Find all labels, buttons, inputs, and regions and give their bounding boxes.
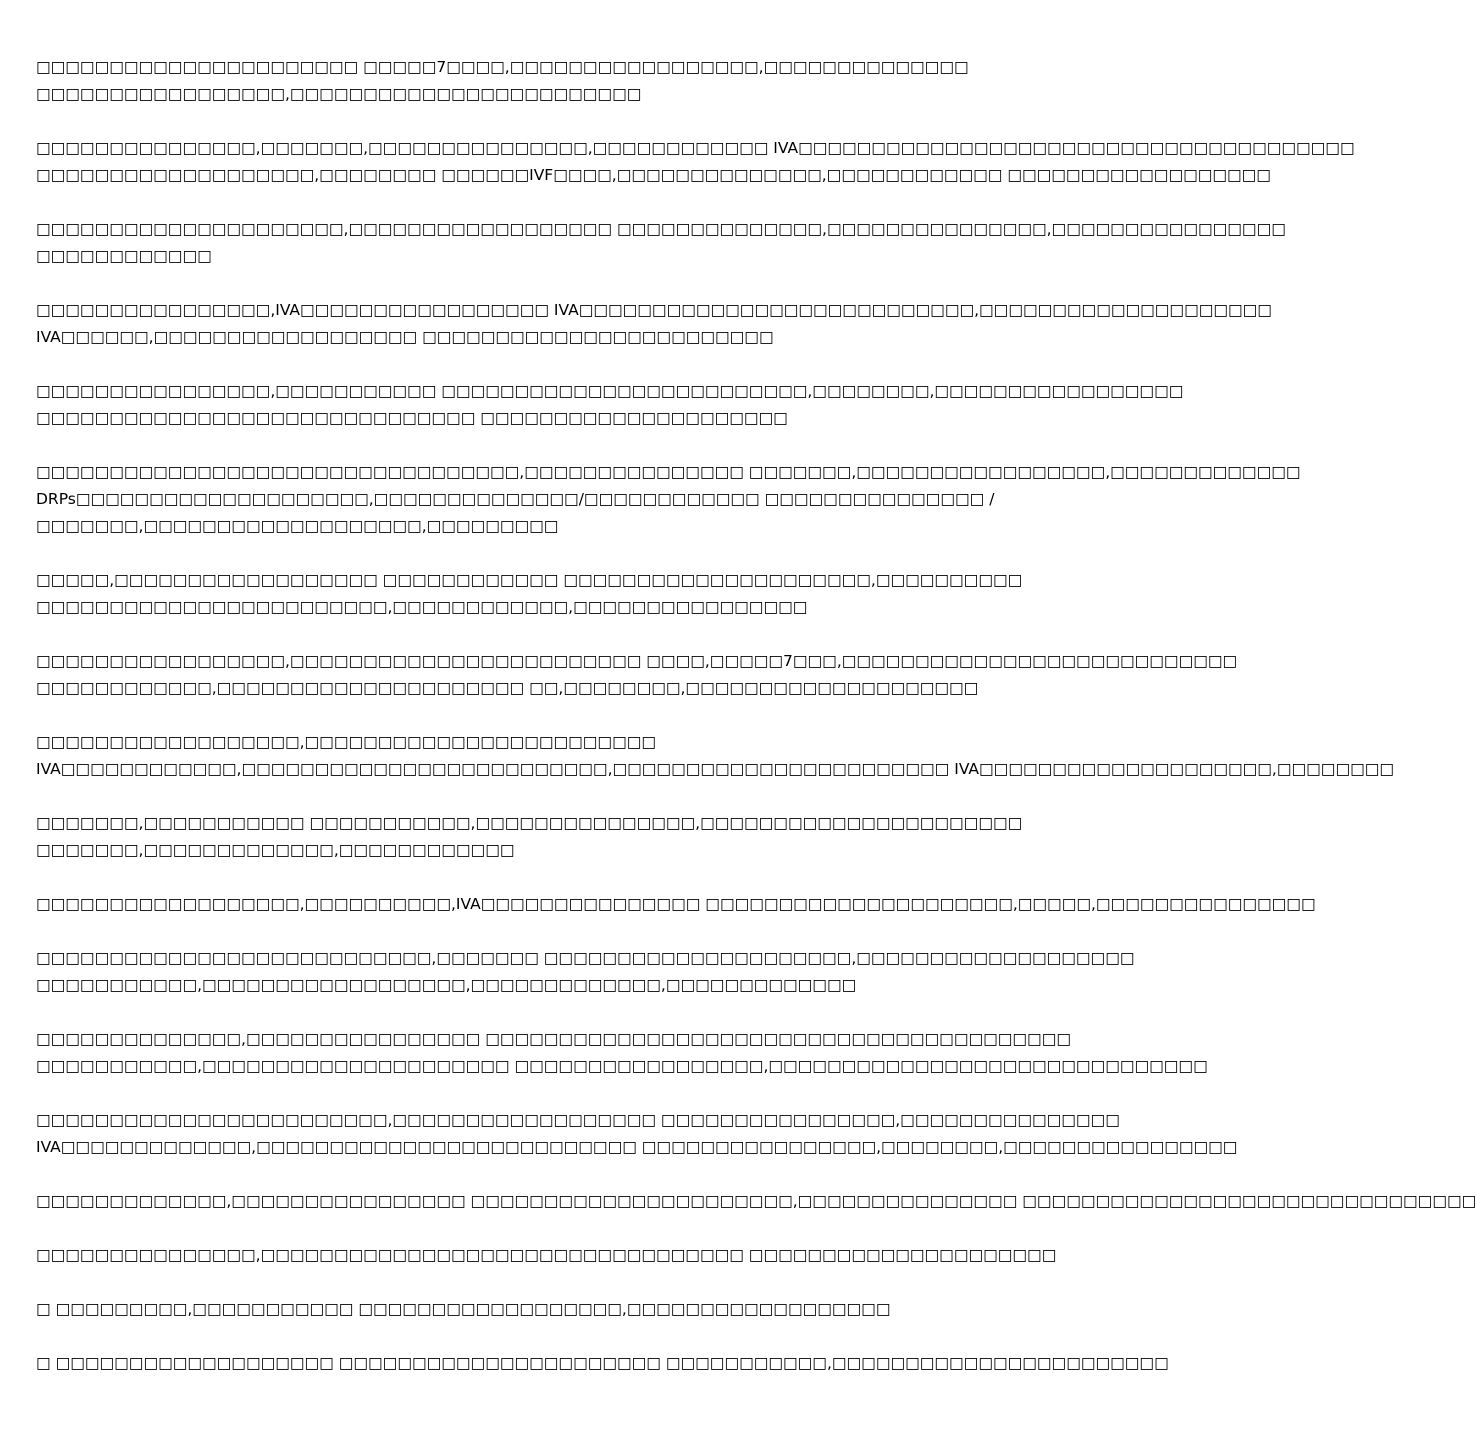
text-line: □□□□□□□□□□□□□□□□□□□□□□□□□□□,□□□□□□□ □□□□□□□□□□□□□□□□□□□□□,□□□□□□□□□□□□□□□□□□□ xyxy=(36,949,1135,967)
paragraph xyxy=(36,1107,1238,1161)
text-line: □□□□□□□□□□□□ xyxy=(36,247,212,265)
paragraph xyxy=(36,567,1023,621)
paragraph xyxy=(36,459,1301,540)
text-line: □□□□□□□□□□□□□□□,□□□□□□□□□□□□□□□□□□□□□□□□□□□□□□□□□ □□□□□□□□□□□□□□□□□□□□□ xyxy=(36,1246,1057,1264)
paragraph xyxy=(36,1242,1057,1269)
text-line: □□□□□□□,□□□□□□□□□□□□□□□□□□□,□□□□□□□□□ xyxy=(36,517,559,535)
text-line: □ □□□□□□□□□□□□□□□□□□□ □□□□□□□□□□□□□□□□□□□□□□ □□□□□□□□□□□,□□□□□□□□□□□□□□□□□□□□□□□ xyxy=(36,1354,1169,1372)
paragraph xyxy=(36,810,1023,864)
paragraph-gap xyxy=(36,1161,984,1188)
text-line: □□□□□□□□□□□□□□□□□□□□□□□□,□□□□□□□□□□□□□□□□□□ □□□□□□□□□□□□□□□□,□□□□□□□□□□□□□□□ xyxy=(36,1111,1120,1129)
paragraph-gap xyxy=(36,702,984,729)
paragraph xyxy=(36,648,1238,702)
text-line: IVA□□□□□□,□□□□□□□□□□□□□□□□□□ □□□□□□□□□□□□□□□□□□□□□□□□ xyxy=(36,328,774,346)
paragraph-gap xyxy=(36,189,984,216)
paragraph xyxy=(36,297,1272,351)
paragraph xyxy=(36,378,1184,432)
text-line: □□□□□□□□□□□□□□□□□□□□□□□□□□□□□□□□□,□□□□□□□□□□□□□□□ □□□□□□□,□□□□□□□□□□□□□□□□□,□□□□□□□□□□□□□ xyxy=(36,463,1301,481)
text-line: □□□□□□□□□□□□□□□□,IVA□□□□□□□□□□□□□□□□□ IVA□□□□□□□□□□□□□□□□□□□□□□□□□□□,□□□□□□□□□□□□□□□□□□□□ xyxy=(36,301,1272,319)
paragraph-gap xyxy=(36,351,984,378)
paragraph xyxy=(36,1188,1476,1215)
text-line: □□□□□□□□□□□□□□□□□□□□□□ □□□□□7□□□□,□□□□□□□□□□□□□□□□□,□□□□□□□□□□□□□□ xyxy=(36,58,969,76)
text-line: □□□□□□□□□□□□□□□□□□□,□□□□□□□□ □□□□□□IVF□□□□,□□□□□□□□□□□□□□,□□□□□□□□□□□□ □□□□□□□□□□□□□□□□□□ xyxy=(36,166,1271,184)
text-line: IVA□□□□□□□□□□□□,□□□□□□□□□□□□□□□□□□□□□□□□□,□□□□□□□□□□□□□□□□□□□□□□□ IVA□□□□□□□□□□□□□□□□□□□□,□□□□□□□□ xyxy=(36,760,1395,778)
text-line: □□□□□□□□□□□□□,□□□□□□□□□□□□□□□□ □□□□□□□□□□□□□□□□□□□□□□,□□□□□□□□□□□□□□□ □□□□□□□□□□□□□□□□□□□□□□□□□□□□□□□ xyxy=(36,1192,1476,1210)
paragraph-gap xyxy=(36,540,984,567)
document-body xyxy=(36,54,1476,1377)
paragraph xyxy=(36,729,1395,783)
paragraph xyxy=(36,945,1135,999)
paragraph-gap xyxy=(36,1080,984,1107)
paragraph-gap xyxy=(36,864,984,891)
text-line: □□□□□□□□□□□□□□□□□,□□□□□□□□□□□□□□□□□□□□□□□□ □□□□,□□□□□7□□□,□□□□□□□□□□□□□□□□□□□□□□□□□□□ xyxy=(36,652,1238,670)
paragraph xyxy=(36,54,984,108)
text-line: □□□□□□□□□□□□□□□□□□□□□□□□□□□□□□ □□□□□□□□□□□□□□□□□□□□□ xyxy=(36,409,788,427)
text-line: □□□□□□□□□□□□□□□□□□,□□□□□□□□□□□□□□□□□□□□□□□□ xyxy=(36,733,657,751)
text-line: □□□□□□□□□□□□□□,□□□□□□□□□□□□□□□□ □□□□□□□□□□□□□□□□□□□□□□□□□□□□□□□□□□□□□□□□ xyxy=(36,1030,1071,1048)
paragraph-gap xyxy=(36,1215,984,1242)
text-line: □ □□□□□□□□□,□□□□□□□□□□□ □□□□□□□□□□□□□□□□□□,□□□□□□□□□□□□□□□□□□ xyxy=(36,1300,891,1318)
paragraph xyxy=(36,891,1316,918)
paragraph xyxy=(36,135,1355,189)
text-line: □□□□□□□□□□□□□□□□□□,□□□□□□□□□□,IVA□□□□□□□□□□□□□□□ □□□□□□□□□□□□□□□□□□□□□,□□□□□,□□□□□□□□□□□□□□□ xyxy=(36,895,1316,913)
paragraph-gap xyxy=(36,999,984,1026)
text-line: IVA□□□□□□□□□□□□□,□□□□□□□□□□□□□□□□□□□□□□□□□□ □□□□□□□□□□□□□□□□,□□□□□□□□,□□□□□□□□□□□□□□□□ xyxy=(36,1138,1238,1156)
text-line: DRPs□□□□□□□□□□□□□□□□□□□□,□□□□□□□□□□□□□□/□□□□□□□□□□□□ □□□□□□□□□□□□□□□ / xyxy=(36,490,995,508)
text-line: □□□□□□□□□□□□□□□□□□□□□□□□,□□□□□□□□□□□□,□□□□□□□□□□□□□□□□ xyxy=(36,598,808,616)
text-line: □□□□□□□□□□□□,□□□□□□□□□□□□□□□□□□□□□ □□,□□□□□□□□,□□□□□□□□□□□□□□□□□□□□ xyxy=(36,679,979,697)
paragraph-gap xyxy=(36,1269,984,1296)
paragraph xyxy=(36,1350,1169,1377)
paragraph xyxy=(36,216,1286,270)
paragraph-gap xyxy=(36,270,984,297)
paragraph-gap xyxy=(36,432,984,459)
text-line: □□□□□□□□□□□□□□□□□,□□□□□□□□□□□□□□□□□□□□□□□□ xyxy=(36,85,642,103)
text-line: □□□□□□□□□□□,□□□□□□□□□□□□□□□□□□□□□ □□□□□□□□□□□□□□□□□,□□□□□□□□□□□□□□□□□□□□□□□□□□□□□□ xyxy=(36,1057,1208,1075)
text-line: □□□□□□□,□□□□□□□□□□□ □□□□□□□□□□□,□□□□□□□□□□□□□□□,□□□□□□□□□□□□□□□□□□□□□□ xyxy=(36,814,1023,832)
paragraph-gap xyxy=(36,108,984,135)
paragraph-gap xyxy=(36,918,984,945)
paragraph xyxy=(36,1026,1208,1080)
paragraph-gap xyxy=(36,1323,984,1350)
paragraph xyxy=(36,1296,984,1323)
text-line: □□□□□□□□□□□□□□□□,□□□□□□□□□□□ □□□□□□□□□□□□□□□□□□□□□□□□□,□□□□□□□□,□□□□□□□□□□□□□□□□□ xyxy=(36,382,1184,400)
text-line: □□□□□,□□□□□□□□□□□□□□□□□□ □□□□□□□□□□□□ □□□□□□□□□□□□□□□□□□□□□,□□□□□□□□□□ xyxy=(36,571,1023,589)
text-line: □□□□□□□□□□□,□□□□□□□□□□□□□□□□□□,□□□□□□□□□□□□□,□□□□□□□□□□□□□ xyxy=(36,976,857,994)
paragraph-gap xyxy=(36,783,984,810)
text-line: □□□□□□□□□□□□□□□,□□□□□□□,□□□□□□□□□□□□□□□,□□□□□□□□□□□□ IVA□□□□□□□□□□□□□□□□□□□□□□□□□□□□□□□□□□□□□□ xyxy=(36,139,1355,157)
paragraph-gap xyxy=(36,621,984,648)
text-line: □□□□□□□,□□□□□□□□□□□□□,□□□□□□□□□□□□ xyxy=(36,841,515,859)
text-line: □□□□□□□□□□□□□□□□□□□□□,□□□□□□□□□□□□□□□□□□ □□□□□□□□□□□□□□,□□□□□□□□□□□□□□□,□□□□□□□□□□□□□□□□ xyxy=(36,220,1286,238)
